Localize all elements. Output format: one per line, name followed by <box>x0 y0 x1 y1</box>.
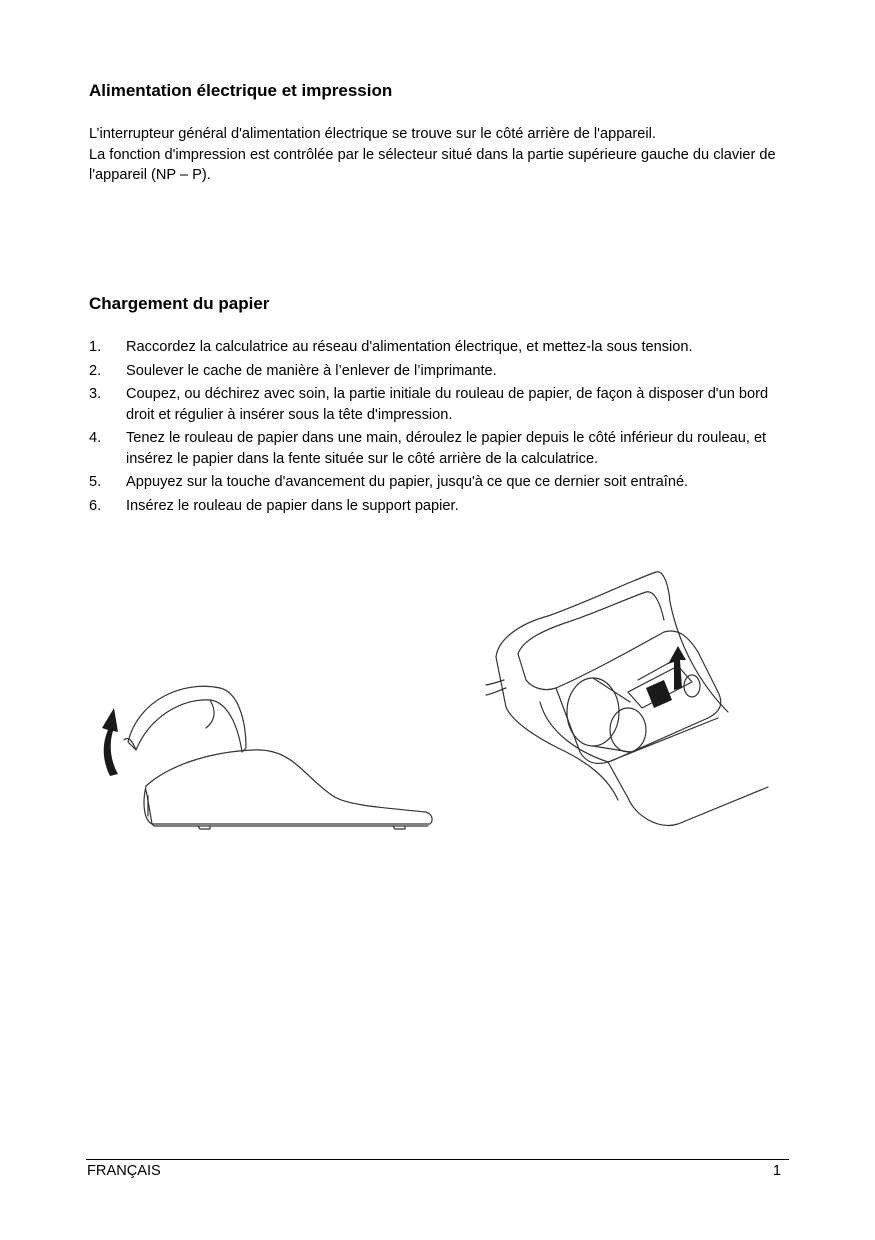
section-heading-power-printing: Alimentation électrique et impression <box>89 81 393 100</box>
step-text: Appuyez sur la touche d'avancement du papier, jusqu'à ce que ce dernier soit entraîné. <box>126 474 689 490</box>
step-text: Insérez le rouleau de papier dans le support papier. <box>126 497 459 514</box>
step-number: 3. <box>89 386 102 402</box>
paragraph-line: La fonction d'impression est contrôlée par le sélecteur situé dans la partie supérieure gauche du clavier de l'appareil (NP – P). <box>89 146 776 183</box>
step-text: Raccordez la calculatrice au réseau d'alimentation électrique, et mettez-la sous tension. <box>126 339 693 355</box>
power-printing-paragraph <box>89 124 789 186</box>
step-number: 1. <box>89 339 102 355</box>
step-text: Coupez, ou déchirez avec soin, la partie initiale du rouleau de papier, de façon à disposer d'un bord droit et régulier à insérer sous la tête d'impression. <box>126 386 769 423</box>
step-text: Tenez le rouleau de papier dans une main, déroulez le papier depuis le côté inférieur du rouleau, et insérez le papier dans la fente située sur le côté arrière de la calculatrice. <box>126 430 767 467</box>
step-item <box>89 472 789 493</box>
paper-loading-steps <box>89 337 789 519</box>
paragraph-line: L’interrupteur général d'alimentation électrique se trouve sur le côté arrière de l'appareil. <box>89 126 656 142</box>
step-item <box>89 384 789 425</box>
section-heading-paper-loading: Chargement du papier <box>89 294 270 313</box>
footer-divider <box>86 1159 789 1160</box>
page-number: 1 <box>772 1163 781 1179</box>
step-text: Soulever le cache de manière à l’enlever de l’imprimante. <box>126 362 497 379</box>
cover-removal-illustration <box>88 680 438 840</box>
step-number: 5. <box>89 474 102 490</box>
footer-language: FRANÇAIS <box>87 1163 161 1179</box>
step-item <box>89 337 789 358</box>
paper-roll-insertion-illustration <box>478 562 778 837</box>
step-item <box>89 496 789 517</box>
step-number: 6. <box>89 497 102 514</box>
step-item <box>89 428 789 469</box>
step-number: 4. <box>89 430 102 446</box>
step-item <box>89 361 789 382</box>
step-number: 2. <box>89 362 102 379</box>
